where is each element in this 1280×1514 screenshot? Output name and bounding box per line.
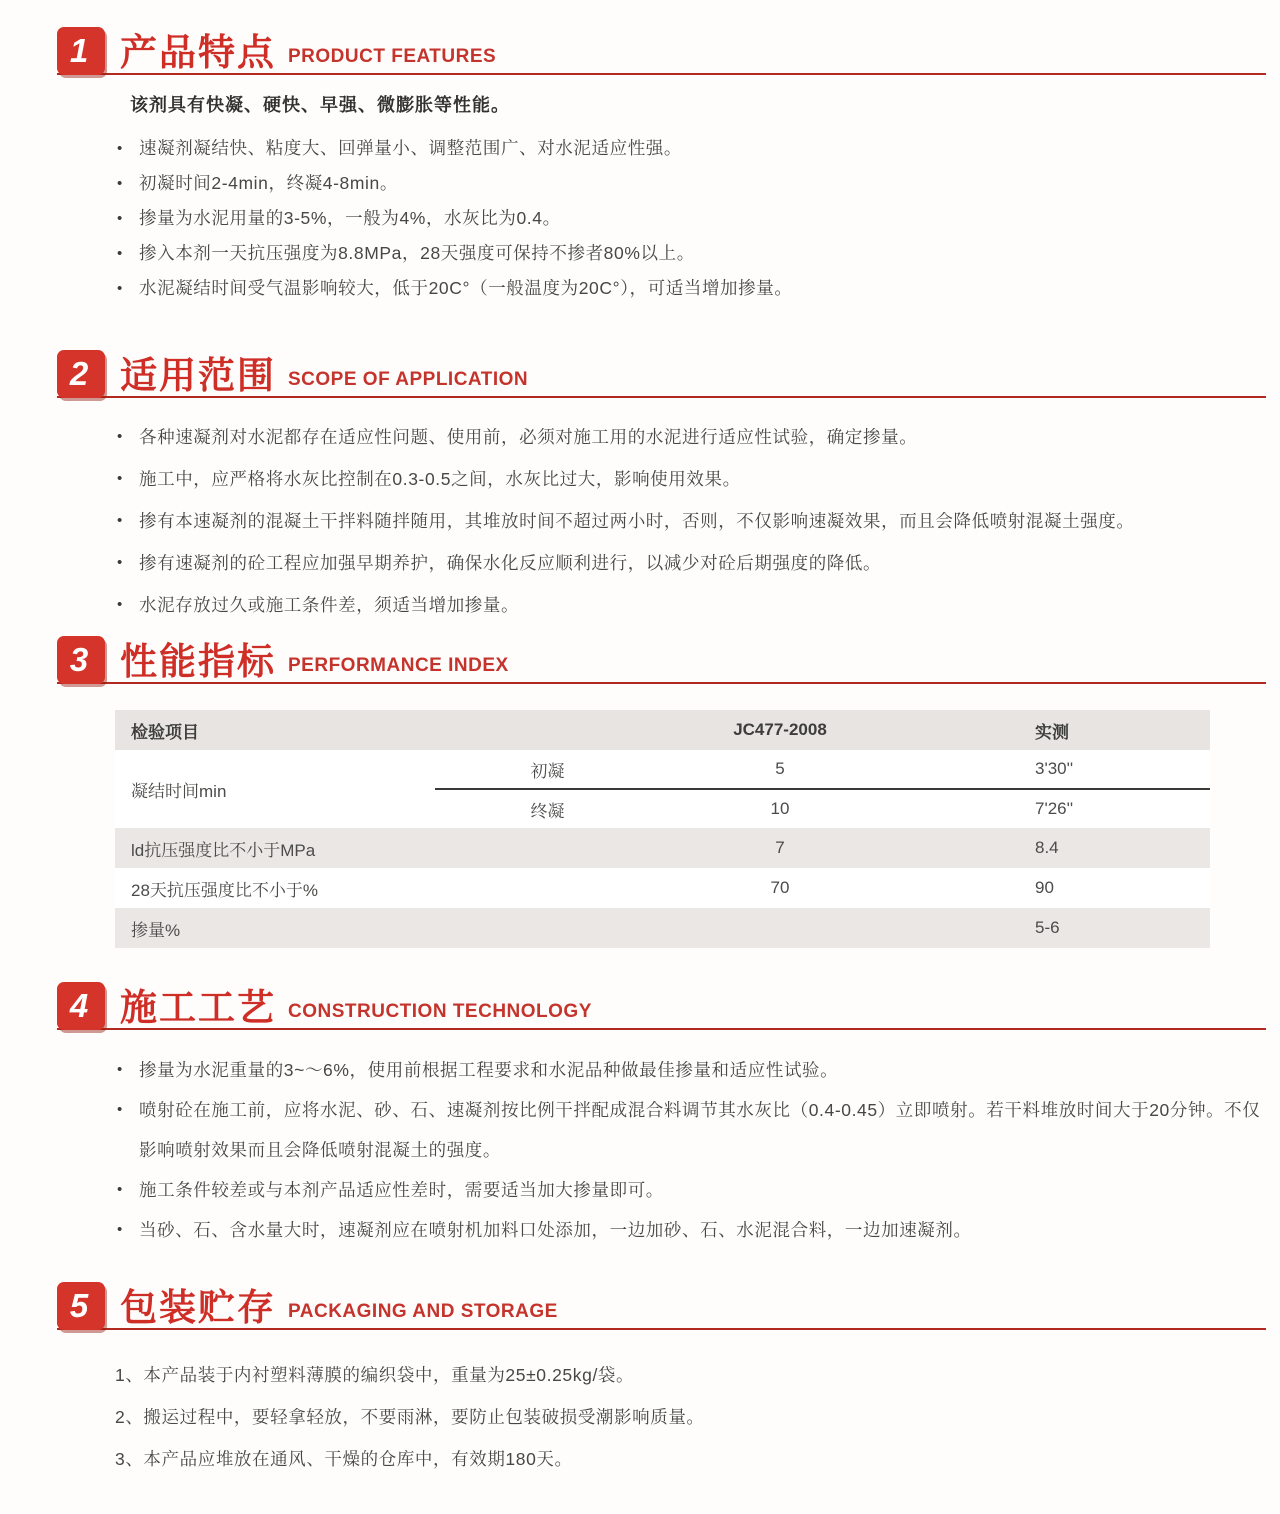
measured-value: 90: [1035, 878, 1054, 897]
section-2-number-badge: [57, 350, 105, 398]
section-3-title: 性能指标: [120, 641, 276, 682]
row-label: 28天抗压强度比不小于%: [131, 880, 319, 900]
standard-value: 7: [775, 838, 785, 857]
measured-value: 8.4: [1035, 838, 1059, 857]
section-5-number-badge: [57, 1282, 105, 1330]
list-item: • 掺有速凝剂的砼工程应加强早期养护，确保水化反应顺利进行，以减少对砼后期强度的降低。: [115, 542, 1266, 584]
standard-value: 70: [770, 878, 790, 897]
section-performance-index: [57, 634, 1266, 948]
measured-value: 3'30'': [1035, 759, 1074, 778]
packaging-list: [115, 1354, 1266, 1480]
list-item: • 掺入本剂一天抗压强度为8.8MPa，28天强度可保持不掺者80%以上。: [115, 236, 1266, 271]
list-item: 1、本产品装于内衬塑料薄膜的编织袋中，重量为25±0.25kg/袋。: [115, 1365, 635, 1385]
section-number: 1: [69, 32, 89, 69]
construction-list: [115, 1050, 1266, 1250]
performance-table: [115, 710, 1210, 948]
group-label: 凝结时间min: [131, 781, 227, 801]
section-scope-of-application: [57, 348, 1266, 626]
list-item: • 速凝剂凝结快、粘度大、回弹量小、调整范围广、对水泥适应性强。: [115, 131, 1266, 166]
section-construction-technology: [57, 980, 1266, 1250]
section-packaging-storage: [57, 1280, 1266, 1480]
list-item: • 水泥凝结时间受气温影响较大，低于20C°（一般温度为20C°），可适当增加掺量。: [115, 271, 1266, 306]
table-row: [115, 868, 1210, 908]
list-item: 2、搬运过程中，要轻拿轻放，不要雨淋，要防止包装破损受潮影响质量。: [115, 1407, 705, 1427]
section-5-header: [57, 1280, 1266, 1330]
section-2-title: 适用范围: [120, 355, 276, 396]
section-4-number-badge: [57, 982, 105, 1030]
table-row: [460, 750, 1210, 788]
list-item: • 掺有本速凝剂的混凝土干拌料随拌随用，其堆放时间不超过两小时，否则，不仅影响速凝效果，而且会降低喷射混凝土强度。: [115, 500, 1266, 542]
list-item: • 各种速凝剂对水泥都存在适应性问题、使用前，必须对施工用的水泥进行适应性试验，确定掺量。: [115, 416, 1266, 458]
section-4-header: [57, 980, 1266, 1030]
group-subrows: [460, 750, 1210, 828]
col-header-item: 检验项目: [131, 722, 199, 742]
col-header-standard: JC477-2008: [733, 720, 827, 739]
list-item: • 喷射砼在施工前，应将水泥、砂、石、速凝剂按比例干拌配成混合料调节其水灰比（0.4-0.45）立即喷射。若干料堆放时间大于20分钟。不仅影响喷射效果而且会降低喷射混凝土的强度。: [115, 1090, 1266, 1170]
section-2-subtitle-en: SCOPE OF APPLICATION: [288, 369, 529, 390]
standard-value: 5: [775, 759, 785, 778]
standard-value: 10: [770, 799, 790, 818]
section-number: 5: [69, 1287, 89, 1324]
list-item: • 水泥存放过久或施工条件差，须适当增加掺量。: [115, 584, 1266, 626]
subrow-label: 终凝: [530, 801, 565, 821]
section-4-subtitle-en: CONSTRUCTION TECHNOLOGY: [288, 1001, 592, 1022]
section-3-subtitle-en: PERFORMANCE INDEX: [288, 655, 509, 676]
table-header-row: [115, 710, 1210, 750]
measured-value: 7'26'': [1035, 799, 1074, 818]
table-row: [460, 790, 1210, 828]
section-4-title: 施工工艺: [120, 987, 276, 1028]
section-2-header: [57, 348, 1266, 398]
list-item: • 当砂、石、含水量大时，速凝剂应在喷射机加料口处添加，一边加砂、石、水泥混合料，一边加速凝剂。: [115, 1210, 1266, 1250]
section-number: 2: [69, 355, 89, 392]
section-number: 3: [69, 641, 89, 678]
subrow-label: 初凝: [530, 761, 565, 781]
measured-value: 5-6: [1035, 918, 1060, 937]
table-row: [115, 908, 1210, 948]
list-item: 3、本产品应堆放在通风、干燥的仓库中，有效期180天。: [115, 1449, 573, 1469]
section-5-subtitle-en: PACKAGING AND STORAGE: [288, 1301, 558, 1322]
list-item: • 掺量为水泥用量的3-5%，一般为4%，水灰比为0.4。: [115, 201, 1266, 236]
section-1-number-badge: [57, 27, 105, 75]
list-item: • 施工中，应严格将水灰比控制在0.3-0.5之间，水灰比过大，影响使用效果。: [115, 458, 1266, 500]
list-item: • 施工条件较差或与本剂产品适应性差时，需要适当加大掺量即可。: [115, 1170, 1266, 1210]
section-number: 4: [69, 987, 89, 1024]
features-intro: 该剂具有快凝、硬快、早强、微膨胀等性能。: [130, 95, 510, 115]
scope-list: [115, 416, 1266, 626]
list-item: • 掺量为水泥重量的3~～6%，使用前根据工程要求和水泥品种做最佳掺量和适应性试验。: [115, 1050, 1266, 1090]
section-product-features: [57, 25, 1266, 306]
section-1-subtitle-en: PRODUCT FEATURES: [288, 46, 497, 67]
row-label: ld抗压强度比不小于MPa: [131, 840, 316, 860]
section-1-title: 产品特点: [120, 32, 276, 73]
table-row: [115, 828, 1210, 868]
section-3-number-badge: [57, 636, 105, 684]
section-5-title: 包装贮存: [120, 1287, 276, 1328]
col-header-measured: 实测: [1035, 722, 1069, 742]
table-group-setting-time: [115, 750, 1210, 828]
row-label: 掺量%: [131, 920, 181, 940]
section-3-header: [57, 634, 1266, 684]
list-item: • 初凝时间2-4min，终凝4-8min。: [115, 166, 1266, 201]
features-list: [115, 131, 1266, 306]
section-1-header: [57, 25, 1266, 75]
